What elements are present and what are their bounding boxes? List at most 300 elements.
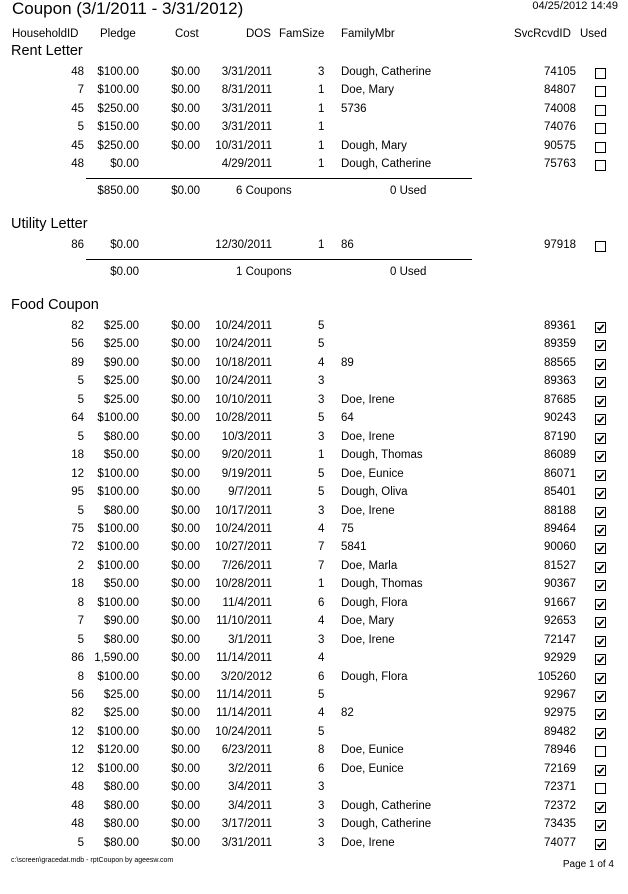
dos-cell: 3/17/2011 <box>221 818 272 831</box>
family-mbr-cell: 64 <box>341 412 354 425</box>
used-checkbox[interactable] <box>595 322 606 333</box>
household-id-cell: 45 <box>71 139 84 152</box>
household-id-cell: 56 <box>71 338 84 351</box>
family-mbr-cell: 89 <box>341 356 354 369</box>
cost-cell: $0.00 <box>171 578 200 591</box>
table-row <box>0 576 628 594</box>
table-row <box>0 503 628 521</box>
fam-size-cell: 5 <box>318 689 325 701</box>
table-row <box>0 798 628 816</box>
svc-rcvd-id-cell: 86071 <box>544 467 576 480</box>
cost-cell: $0.00 <box>171 102 200 115</box>
dos-cell: 10/28/2011 <box>215 412 272 425</box>
dos-cell: 6/23/2011 <box>221 744 272 757</box>
household-id-cell: 95 <box>71 486 84 499</box>
pledge-cell: $90.00 <box>103 615 139 628</box>
cost-cell: $0.00 <box>171 121 200 134</box>
pledge-cell: $25.00 <box>103 393 139 406</box>
used-checkbox[interactable] <box>595 241 606 252</box>
household-id-cell: 12 <box>71 725 84 738</box>
cost-cell: $0.00 <box>171 522 200 535</box>
table-row <box>0 650 628 668</box>
svc-rcvd-id-cell: 73435 <box>544 818 576 831</box>
col-header-pledge: Pledge <box>100 28 136 40</box>
table-row <box>0 484 628 502</box>
family-mbr-cell: Doe, Irene <box>341 633 395 646</box>
pledge-cell: $150.00 <box>97 121 139 134</box>
used-checkbox[interactable] <box>595 820 606 831</box>
fam-size-cell: 1 <box>318 102 325 115</box>
household-id-cell: 12 <box>71 762 84 775</box>
cost-cell: $0.00 <box>171 139 200 152</box>
dos-cell: 10/18/2011 <box>215 356 272 369</box>
family-mbr-cell: Dough, Thomas <box>341 449 423 462</box>
pledge-cell: $80.00 <box>103 836 139 849</box>
pledge-cell: $90.00 <box>103 356 139 369</box>
cost-cell: $0.00 <box>171 725 200 738</box>
pledge-cell: $250.00 <box>97 139 139 152</box>
cost-cell: $0.00 <box>171 504 200 517</box>
pledge-cell: $25.00 <box>103 338 139 351</box>
dos-cell: 10/3/2011 <box>221 430 272 443</box>
fam-size-cell: 3 <box>318 633 325 646</box>
table-row <box>0 429 628 447</box>
used-checkbox[interactable] <box>595 160 606 171</box>
fam-size-cell: 4 <box>318 615 325 628</box>
table-row <box>0 82 628 100</box>
household-id-cell: 5 <box>77 504 84 517</box>
pledge-cell: $25.00 <box>103 320 139 332</box>
household-id-cell: 8 <box>77 596 84 609</box>
fam-size-cell: 3 <box>318 818 325 831</box>
cost-cell: $0.00 <box>171 596 200 609</box>
household-id-cell: 48 <box>71 158 84 171</box>
used-checkbox[interactable] <box>595 86 606 97</box>
svc-rcvd-id-cell: 92967 <box>544 689 576 701</box>
svc-rcvd-id-cell: 78946 <box>544 744 576 757</box>
pledge-cell: $0.00 <box>110 158 139 171</box>
family-mbr-cell: Dough, Catherine <box>341 158 432 171</box>
dos-cell: 3/2/2011 <box>228 762 272 775</box>
used-checkbox[interactable] <box>595 783 606 794</box>
cost-cell: $0.00 <box>171 449 200 462</box>
household-id-cell: 5 <box>77 393 84 406</box>
used-checkbox[interactable] <box>595 470 606 481</box>
pledge-cell: $50.00 <box>103 449 139 462</box>
fam-size-cell: 7 <box>318 541 325 554</box>
table-row <box>0 705 628 723</box>
svc-rcvd-id-cell: 89359 <box>544 338 576 351</box>
fam-size-cell: 7 <box>318 559 325 572</box>
dos-cell: 10/17/2011 <box>215 504 272 517</box>
fam-size-cell: 1 <box>318 449 325 462</box>
svc-rcvd-id-cell: 86089 <box>544 449 576 462</box>
cost-cell: $0.00 <box>171 707 200 720</box>
used-checkbox[interactable] <box>595 340 606 351</box>
dos-cell: 10/31/2011 <box>215 139 272 152</box>
summary-coupon-count: 6 Coupons <box>236 185 292 197</box>
family-mbr-cell: Dough, Mary <box>341 139 407 152</box>
fam-size-cell: 3 <box>318 375 325 388</box>
section-title: Food Coupon <box>11 297 99 313</box>
fam-size-cell: 6 <box>318 670 325 683</box>
cost-cell: $0.00 <box>171 633 200 646</box>
used-checkbox[interactable] <box>595 451 606 462</box>
family-mbr-cell: Doe, Mary <box>341 615 395 628</box>
svc-rcvd-id-cell: 74105 <box>544 66 576 78</box>
pledge-cell: $80.00 <box>103 781 139 794</box>
dos-cell: 11/14/2011 <box>216 707 272 720</box>
pledge-cell: $100.00 <box>97 84 139 97</box>
svc-rcvd-id-cell: 92975 <box>544 707 576 720</box>
svc-rcvd-id-cell: 81527 <box>544 559 576 572</box>
family-mbr-cell: Doe, Eunice <box>341 744 404 757</box>
table-row <box>0 237 628 255</box>
family-mbr-cell: Doe, Marla <box>341 559 398 572</box>
used-checkbox[interactable] <box>595 507 606 518</box>
table-row <box>0 447 628 465</box>
svc-rcvd-id-cell: 90575 <box>544 139 576 152</box>
used-checkbox[interactable] <box>595 636 606 647</box>
dos-cell: 3/31/2011 <box>221 836 272 849</box>
table-row <box>0 119 628 137</box>
dos-cell: 8/31/2011 <box>221 84 272 97</box>
cost-cell: $0.00 <box>171 762 200 775</box>
cost-cell: $0.00 <box>171 338 200 351</box>
table-row <box>0 816 628 834</box>
dos-cell: 7/26/2011 <box>221 559 272 572</box>
household-id-cell: 18 <box>71 578 84 591</box>
pledge-cell: $100.00 <box>97 725 139 738</box>
table-row <box>0 724 628 742</box>
summary-coupon-count: 1 Coupons <box>236 266 292 278</box>
fam-size-cell: 5 <box>318 412 325 425</box>
svc-rcvd-id-cell: 88565 <box>544 356 576 369</box>
col-header-svc-rcvd-id: SvcRcvdID <box>514 28 571 40</box>
fam-size-cell: 6 <box>318 762 325 775</box>
summary-pledge-total: $0.00 <box>110 266 139 278</box>
fam-size-cell: 1 <box>318 239 325 251</box>
col-header-family-mbr: FamilyMbr <box>341 28 395 40</box>
table-row <box>0 64 628 82</box>
svc-rcvd-id-cell: 97918 <box>544 239 576 251</box>
table-row <box>0 318 628 336</box>
used-checkbox[interactable] <box>595 359 606 370</box>
col-header-cost: Cost <box>175 28 199 40</box>
section-summary-row <box>0 264 628 282</box>
col-header-dos: DOS <box>246 28 271 40</box>
table-row <box>0 101 628 119</box>
cost-cell: $0.00 <box>171 375 200 388</box>
summary-used-count: 0 Used <box>390 185 427 197</box>
used-checkbox[interactable] <box>595 414 606 425</box>
dos-cell: 10/24/2011 <box>215 320 272 332</box>
cost-cell: $0.00 <box>171 541 200 554</box>
used-checkbox[interactable] <box>595 543 606 554</box>
used-checkbox[interactable] <box>595 691 606 702</box>
pledge-cell: $250.00 <box>97 102 139 115</box>
cost-cell: $0.00 <box>171 467 200 480</box>
fam-size-cell: 3 <box>318 504 325 517</box>
section-total-rule <box>86 178 472 179</box>
family-mbr-cell: Doe, Irene <box>341 836 395 849</box>
used-checkbox[interactable] <box>595 562 606 573</box>
household-id-cell: 48 <box>71 818 84 831</box>
fam-size-cell: 4 <box>318 522 325 535</box>
used-checkbox[interactable] <box>595 525 606 536</box>
svc-rcvd-id-cell: 105260 <box>537 670 576 683</box>
family-mbr-cell: Dough, Oliva <box>341 486 408 499</box>
table-row <box>0 687 628 705</box>
used-checkbox[interactable] <box>595 802 606 813</box>
used-checkbox[interactable] <box>595 728 606 739</box>
household-id-cell: 12 <box>71 744 84 757</box>
family-mbr-cell: 86 <box>341 239 354 251</box>
dos-cell: 11/14/2011 <box>216 652 272 665</box>
household-id-cell: 48 <box>71 781 84 794</box>
dos-cell: 4/29/2011 <box>221 158 272 171</box>
household-id-cell: 82 <box>71 707 84 720</box>
cost-cell: $0.00 <box>171 486 200 499</box>
table-row <box>0 138 628 156</box>
svc-rcvd-id-cell: 88188 <box>544 504 576 517</box>
family-mbr-cell: 75 <box>341 522 354 535</box>
pledge-cell: $100.00 <box>97 670 139 683</box>
svc-rcvd-id-cell: 72147 <box>544 633 576 646</box>
pledge-cell: $100.00 <box>97 541 139 554</box>
used-checkbox[interactable] <box>595 123 606 134</box>
col-header-fam-size: FamSize <box>279 28 325 40</box>
family-mbr-cell: Dough, Catherine <box>341 818 432 831</box>
used-checkbox[interactable] <box>595 709 606 720</box>
pledge-cell: $100.00 <box>97 559 139 572</box>
cost-cell: $0.00 <box>171 356 200 369</box>
svc-rcvd-id-cell: 90367 <box>544 578 576 591</box>
fam-size-cell: 6 <box>318 596 325 609</box>
fam-size-cell: 3 <box>318 393 325 406</box>
fam-size-cell: 5 <box>318 486 325 499</box>
used-checkbox[interactable] <box>595 599 606 610</box>
pledge-cell: $120.00 <box>97 744 139 757</box>
cost-cell: $0.00 <box>171 818 200 831</box>
household-id-cell: 89 <box>71 356 84 369</box>
table-row <box>0 761 628 779</box>
dos-cell: 3/20/2012 <box>220 670 272 683</box>
household-id-cell: 7 <box>77 84 84 97</box>
svc-rcvd-id-cell: 92653 <box>544 615 576 628</box>
family-mbr-cell: Doe, Irene <box>341 430 395 443</box>
svc-rcvd-id-cell: 85401 <box>544 486 576 499</box>
section-title: Utility Letter <box>11 216 88 232</box>
footer-source: c:\screen\gracedat.mdb - rptCoupon by ageesw.com <box>11 857 174 864</box>
household-id-cell: 64 <box>71 412 84 425</box>
used-checkbox[interactable] <box>595 765 606 776</box>
used-checkbox[interactable] <box>595 396 606 407</box>
svc-rcvd-id-cell: 90243 <box>544 412 576 425</box>
used-checkbox[interactable] <box>595 673 606 684</box>
used-checkbox[interactable] <box>595 68 606 79</box>
cost-cell: $0.00 <box>171 430 200 443</box>
household-id-cell: 86 <box>71 652 84 665</box>
report-title: Coupon (3/1/2011 - 3/31/2012) <box>12 0 244 18</box>
used-checkbox[interactable] <box>595 377 606 388</box>
cost-cell: $0.00 <box>171 412 200 425</box>
pledge-cell: $100.00 <box>97 66 139 78</box>
dos-cell: 3/31/2011 <box>221 102 272 115</box>
svc-rcvd-id-cell: 72372 <box>544 799 576 812</box>
fam-size-cell: 5 <box>318 467 325 480</box>
family-mbr-cell: Dough, Flora <box>341 596 408 609</box>
cost-cell: $0.00 <box>171 84 200 97</box>
section-summary-row <box>0 183 628 201</box>
family-mbr-cell: Doe, Eunice <box>341 467 404 480</box>
pledge-cell: $50.00 <box>103 578 139 591</box>
dos-cell: 10/24/2011 <box>215 375 272 388</box>
table-row <box>0 613 628 631</box>
used-checkbox[interactable] <box>595 580 606 591</box>
dos-cell: 12/30/2011 <box>215 239 272 251</box>
table-row <box>0 392 628 410</box>
col-header-household-id: HouseholdID <box>12 28 79 40</box>
household-id-cell: 72 <box>71 541 84 554</box>
dos-cell: 3/4/2011 <box>228 781 272 794</box>
section-title: Rent Letter <box>11 43 83 59</box>
summary-cost-total: $0.00 <box>171 185 200 197</box>
dos-cell: 9/7/2011 <box>228 486 272 499</box>
household-id-cell: 5 <box>77 430 84 443</box>
pledge-cell: $80.00 <box>103 430 139 443</box>
household-id-cell: 12 <box>71 467 84 480</box>
svc-rcvd-id-cell: 89464 <box>544 522 576 535</box>
household-id-cell: 75 <box>71 522 84 535</box>
table-row <box>0 632 628 650</box>
fam-size-cell: 3 <box>318 836 325 849</box>
household-id-cell: 5 <box>77 836 84 849</box>
fam-size-cell: 3 <box>318 66 325 78</box>
used-checkbox[interactable] <box>595 617 606 628</box>
svc-rcvd-id-cell: 89482 <box>544 725 576 738</box>
household-id-cell: 18 <box>71 449 84 462</box>
cost-cell: $0.00 <box>171 652 200 665</box>
fam-size-cell: 1 <box>318 139 325 152</box>
dos-cell: 10/28/2011 <box>215 578 272 591</box>
table-row <box>0 539 628 557</box>
svc-rcvd-id-cell: 72371 <box>544 781 576 794</box>
cost-cell: $0.00 <box>171 744 200 757</box>
fam-size-cell: 1 <box>318 578 325 591</box>
footer-page-number: Page 1 of 4 <box>562 859 614 870</box>
svc-rcvd-id-cell: 74008 <box>544 102 576 115</box>
svc-rcvd-id-cell: 84807 <box>544 84 576 97</box>
dos-cell: 10/24/2011 <box>215 338 272 351</box>
pledge-cell: $80.00 <box>103 818 139 831</box>
cost-cell: $0.00 <box>171 615 200 628</box>
household-id-cell: 5 <box>77 633 84 646</box>
cost-cell: $0.00 <box>171 670 200 683</box>
svc-rcvd-id-cell: 91667 <box>544 596 576 609</box>
dos-cell: 10/27/2011 <box>215 541 272 554</box>
dos-cell: 3/31/2011 <box>221 121 272 134</box>
household-id-cell: 48 <box>71 66 84 78</box>
family-mbr-cell: 5841 <box>341 541 367 554</box>
svc-rcvd-id-cell: 89361 <box>544 320 576 332</box>
table-row <box>0 336 628 354</box>
dos-cell: 3/1/2011 <box>228 633 272 646</box>
used-checkbox[interactable] <box>595 142 606 153</box>
fam-size-cell: 3 <box>318 430 325 443</box>
used-checkbox[interactable] <box>595 105 606 116</box>
used-checkbox[interactable] <box>595 433 606 444</box>
print-date: 04/25/2012 14:49 <box>532 0 618 12</box>
fam-size-cell: 8 <box>318 744 325 757</box>
table-row <box>0 779 628 797</box>
fam-size-cell: 5 <box>318 338 325 351</box>
fam-size-cell: 1 <box>318 158 325 171</box>
table-row <box>0 669 628 687</box>
cost-cell: $0.00 <box>171 559 200 572</box>
household-id-cell: 45 <box>71 102 84 115</box>
fam-size-cell: 1 <box>318 121 325 134</box>
used-checkbox[interactable] <box>595 654 606 665</box>
dos-cell: 3/31/2011 <box>221 66 272 78</box>
cost-cell: $0.00 <box>171 836 200 849</box>
cost-cell: $0.00 <box>171 799 200 812</box>
pledge-cell: $100.00 <box>97 412 139 425</box>
family-mbr-cell: 82 <box>341 707 354 720</box>
svc-rcvd-id-cell: 72169 <box>544 762 576 775</box>
table-row <box>0 742 628 760</box>
family-mbr-cell: Dough, Catherine <box>341 799 432 812</box>
table-row <box>0 558 628 576</box>
table-row <box>0 156 628 174</box>
household-id-cell: 5 <box>77 121 84 134</box>
cost-cell: $0.00 <box>171 320 200 332</box>
cost-cell: $0.00 <box>171 689 200 701</box>
cost-cell: $0.00 <box>171 393 200 406</box>
col-header-used: Used <box>580 28 607 40</box>
pledge-cell: $25.00 <box>103 707 139 720</box>
table-row <box>0 521 628 539</box>
household-id-cell: 56 <box>71 689 84 701</box>
fam-size-cell: 5 <box>318 725 325 738</box>
household-id-cell: 2 <box>77 559 84 572</box>
dos-cell: 11/14/2011 <box>216 689 272 701</box>
fam-size-cell: 3 <box>318 781 325 794</box>
summary-pledge-total: $850.00 <box>97 185 139 197</box>
used-checkbox[interactable] <box>595 488 606 499</box>
used-checkbox[interactable] <box>595 746 606 757</box>
dos-cell: 10/24/2011 <box>215 522 272 535</box>
fam-size-cell: 4 <box>318 652 325 665</box>
dos-cell: 10/10/2011 <box>215 393 272 406</box>
pledge-cell: $80.00 <box>103 504 139 517</box>
table-row <box>0 373 628 391</box>
family-mbr-cell: Doe, Irene <box>341 393 395 406</box>
fam-size-cell: 1 <box>318 84 325 97</box>
family-mbr-cell: Doe, Eunice <box>341 762 404 775</box>
table-row <box>0 466 628 484</box>
dos-cell: 10/24/2011 <box>215 725 272 738</box>
used-checkbox[interactable] <box>595 839 606 850</box>
pledge-cell: $25.00 <box>103 375 139 388</box>
dos-cell: 9/20/2011 <box>221 449 272 462</box>
table-row <box>0 410 628 428</box>
cost-cell: $0.00 <box>171 66 200 78</box>
pledge-cell: $100.00 <box>97 762 139 775</box>
household-id-cell: 5 <box>77 375 84 388</box>
family-mbr-cell: Dough, Thomas <box>341 578 423 591</box>
fam-size-cell: 3 <box>318 799 325 812</box>
